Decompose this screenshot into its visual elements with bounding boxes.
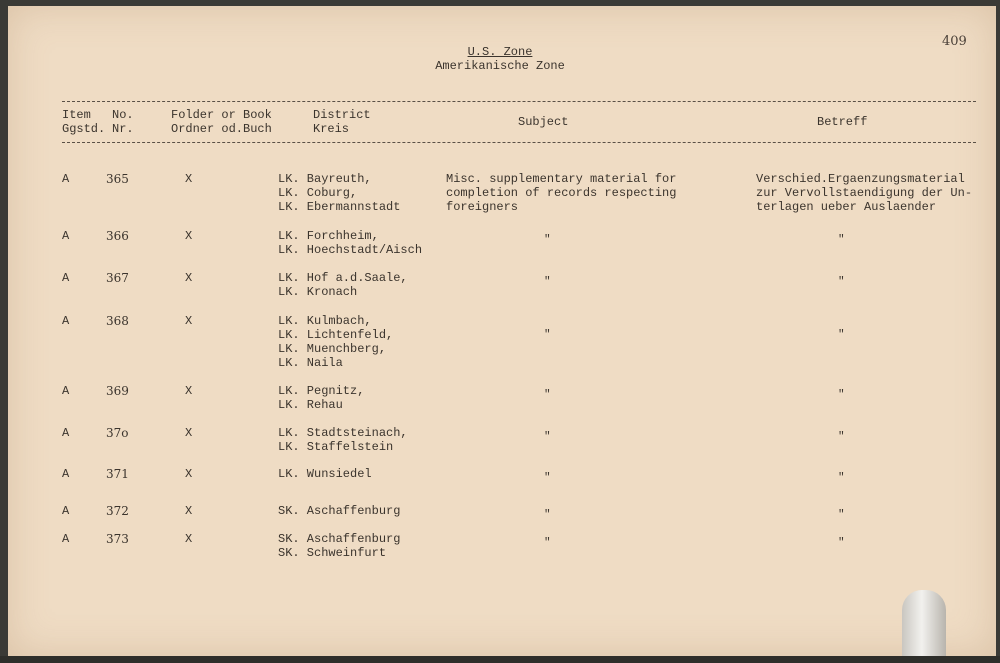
item-cell: A	[62, 314, 70, 328]
folder-cell: X	[185, 271, 193, 285]
number-cell: 372	[106, 504, 129, 518]
folder-cell: X	[185, 384, 193, 398]
betreff-cell: "	[838, 509, 845, 521]
header-rule-top	[62, 101, 976, 102]
subject-cell: Misc. supplementary material for completion of records respecting foreigners	[446, 172, 677, 214]
betreff-cell: "	[838, 234, 845, 246]
col-header-no: No. Nr.	[112, 108, 134, 136]
document-page	[8, 6, 996, 656]
folder-cell: X	[185, 172, 193, 186]
folder-cell: X	[185, 229, 193, 243]
col-header-subject: Subject	[518, 115, 569, 129]
subject-cell: "	[544, 234, 551, 246]
subject-cell: "	[544, 329, 551, 341]
betreff-cell: "	[838, 276, 845, 288]
item-cell: A	[62, 426, 70, 440]
district-cell: LK. Wunsiedel	[278, 467, 372, 481]
number-cell: 369	[106, 384, 129, 398]
subject-cell: "	[544, 472, 551, 484]
col-header-district: District Kreis	[313, 108, 371, 136]
subject-cell: "	[544, 537, 551, 549]
col-header-betreff: Betreff	[817, 115, 868, 129]
subject-cell: "	[544, 276, 551, 288]
number-cell: 371	[106, 467, 129, 481]
district-cell: SK. Aschaffenburg SK. Schweinfurt	[278, 532, 401, 560]
betreff-cell: "	[838, 329, 845, 341]
betreff-cell: Verschied.Ergaenzungsmaterial zur Vervollstaendigung der Un- terlagen ueber Auslaender	[756, 172, 973, 214]
item-cell: A	[62, 532, 70, 546]
folder-cell: X	[185, 504, 193, 518]
number-cell: 366	[106, 229, 129, 243]
folder-cell: X	[185, 426, 193, 440]
page-edge	[0, 656, 1000, 663]
item-cell: A	[62, 504, 70, 518]
district-cell: LK. Pegnitz, LK. Rehau	[278, 384, 365, 412]
folder-cell: X	[185, 314, 193, 328]
betreff-cell: "	[838, 472, 845, 484]
number-cell: 368	[106, 314, 129, 328]
binder-clip	[902, 590, 946, 663]
subject-cell: "	[544, 431, 551, 443]
number-cell: 365	[106, 172, 129, 186]
betreff-cell: "	[838, 537, 845, 549]
district-cell: LK. Bayreuth, LK. Coburg, LK. Ebermannstadt	[278, 172, 401, 214]
betreff-cell: "	[838, 431, 845, 443]
folder-cell: X	[185, 467, 193, 481]
subject-cell: "	[544, 509, 551, 521]
page-number: 409	[942, 34, 967, 49]
number-cell: 373	[106, 532, 129, 546]
number-cell: 367	[106, 271, 129, 285]
number-cell: 37o	[106, 426, 129, 440]
col-header-item: Item Ggstd.	[62, 108, 106, 136]
item-cell: A	[62, 229, 70, 243]
item-cell: A	[62, 467, 70, 481]
zone-title: U.S. Zone	[467, 45, 533, 59]
item-cell: A	[62, 271, 70, 285]
betreff-cell: "	[838, 389, 845, 401]
header-rule-bottom	[62, 142, 976, 143]
district-cell: LK. Kulmbach, LK. Lichtenfeld, LK. Muenchberg, LK. Naila	[278, 314, 394, 370]
folder-cell: X	[185, 532, 193, 546]
district-cell: LK. Hof a.d.Saale, LK. Kronach	[278, 271, 408, 299]
district-cell: SK. Aschaffenburg	[278, 504, 401, 518]
item-cell: A	[62, 172, 70, 186]
zone-subtitle: Amerikanische Zone	[435, 59, 565, 73]
item-cell: A	[62, 384, 70, 398]
district-cell: LK. Forchheim, LK. Hoechstadt/Aisch	[278, 229, 423, 257]
col-header-folder: Folder or Book Ordner od.Buch	[171, 108, 272, 136]
district-cell: LK. Stadtsteinach, LK. Staffelstein	[278, 426, 408, 454]
subject-cell: "	[544, 389, 551, 401]
